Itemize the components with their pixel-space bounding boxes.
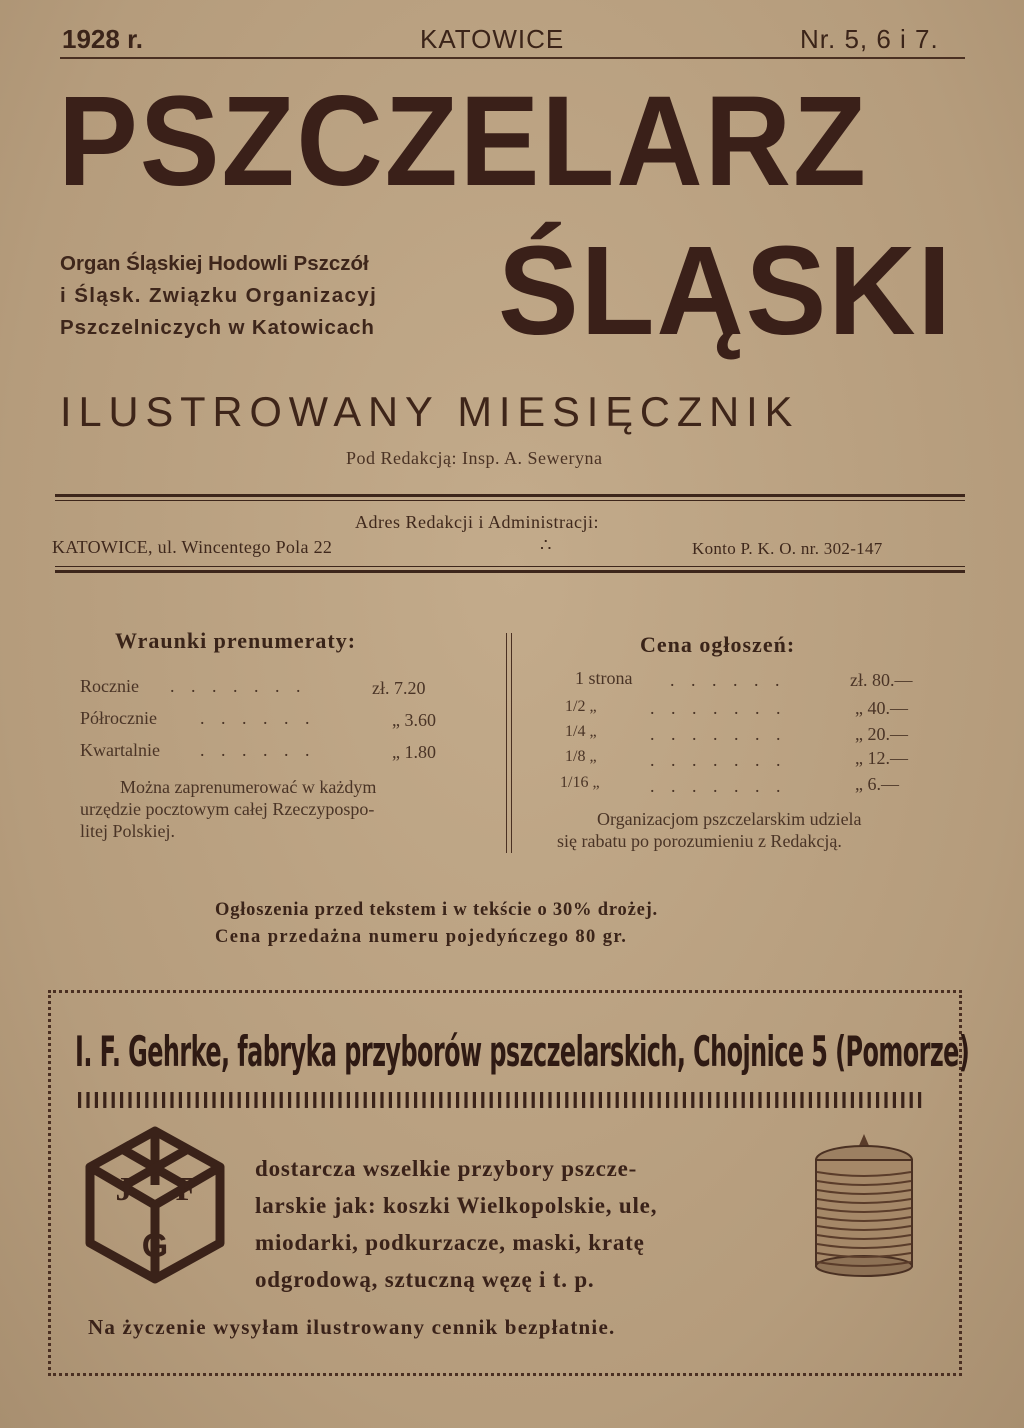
ad-price-row-price: „ 12.— (855, 748, 908, 768)
advert-body-line: larskie jak: koszki Wielkopolskie, ule, (255, 1193, 658, 1218)
rule-bar (238, 1092, 241, 1108)
advert-title-rule (78, 1092, 923, 1108)
rule-bar (280, 1092, 283, 1108)
rule-bar (532, 1092, 535, 1108)
column-separator (506, 633, 512, 853)
subscription-row-dots: . . . . . . . (170, 676, 307, 696)
rule-bar (742, 1092, 745, 1108)
issue-number: Nr. 5, 6 i 7. (800, 24, 939, 54)
ad-prices-heading: Cena ogłoszeń: (640, 632, 796, 657)
rule-bar (305, 1092, 308, 1108)
rule-bar (893, 1092, 896, 1108)
rule-bar (792, 1092, 795, 1108)
note-line: urzędzie pocztowym całej Rzeczypospo- (80, 799, 375, 819)
rule-bar (431, 1092, 434, 1108)
rule-bar (406, 1092, 409, 1108)
rule-bar (910, 1092, 913, 1108)
rule-bar (868, 1092, 871, 1108)
rule-bar (322, 1092, 325, 1108)
rule-bar (817, 1092, 820, 1108)
ad-price-row-label: 1/2 „ (565, 698, 597, 715)
editor-line: Pod Redakcją: Insp. A. Seweryna (346, 448, 603, 468)
rule-bar (582, 1092, 585, 1108)
rule-bar (112, 1092, 115, 1108)
rule-bar (918, 1092, 921, 1108)
rule-bar (187, 1092, 190, 1108)
rule-bar (246, 1092, 249, 1108)
masthead-subtitle: ILUSTROWANY MIESIĘCZNIK (60, 388, 800, 435)
rule-bar (758, 1092, 761, 1108)
rule-bar (137, 1092, 140, 1108)
rule-bar (641, 1092, 644, 1108)
rule-bar (658, 1092, 661, 1108)
subscription-row-price: zł. 7.20 (372, 678, 426, 698)
organ-line: i Śląsk. Związku Organizacyj (60, 284, 378, 307)
rule-bar (666, 1092, 669, 1108)
rule-bar (716, 1092, 719, 1108)
top-rule (60, 57, 965, 59)
rule-bar (448, 1092, 451, 1108)
advert-footer: Na życzenie wysyłam ilustrowany cennik bezpłatnie. (88, 1315, 616, 1339)
rule-bar (439, 1092, 442, 1108)
issue-year: 1928 r. (62, 24, 143, 54)
rule-bar (884, 1092, 887, 1108)
rule-bar (221, 1092, 224, 1108)
rule-bar (851, 1092, 854, 1108)
ad-price-row-dots: . . . . . . (670, 670, 786, 690)
rule-bar (557, 1092, 560, 1108)
subscription-row-dots: . . . . . . (200, 740, 316, 760)
rule-bar (313, 1092, 316, 1108)
rule-bar (422, 1092, 425, 1108)
issue-city: KATOWICE (420, 24, 565, 54)
masthead-title-line2: ŚLĄSKI (498, 220, 954, 361)
ad-price-row-label: 1 strona (575, 668, 633, 688)
ad-price-row-dots: . . . . . . . (650, 724, 787, 744)
rule-bar (565, 1092, 568, 1108)
note-line: Można zaprenumerować w każdym (120, 777, 377, 797)
address-heading: Adres Redakcji i Administracji: (355, 512, 599, 532)
rule-bar (616, 1092, 619, 1108)
gehrke-logo (84, 1125, 226, 1285)
advert-body-line: miodarki, podkurzacze, maski, kratę (255, 1230, 645, 1255)
rule-bar (288, 1092, 291, 1108)
rule-bar (229, 1092, 232, 1108)
notice-line-1: Ogłoszenia przed tekstem i w tekście o 30% drożej. (215, 900, 658, 920)
rule-bar (170, 1092, 173, 1108)
rule-bar (296, 1092, 299, 1108)
logo-letter: J (115, 1171, 133, 1208)
organ-line: Pszczelniczych w Katowicach (60, 316, 375, 339)
rule-bar (145, 1092, 148, 1108)
rule-bar (212, 1092, 215, 1108)
beehive-skep-icon (808, 1130, 920, 1280)
rule-bar (95, 1092, 98, 1108)
rule-bar (733, 1092, 736, 1108)
subscription-row-price: „ 3.60 (392, 710, 436, 730)
rule-bar (456, 1092, 459, 1108)
rule-bar (708, 1092, 711, 1108)
ad-price-row-price: „ 6.— (855, 774, 899, 794)
rule-bar (473, 1092, 476, 1108)
rule-bar (674, 1092, 677, 1108)
rule-bar (725, 1092, 728, 1108)
ad-price-row-price: zł. 80.— (850, 670, 913, 690)
address-street: KATOWICE, ul. Wincentego Pola 22 (52, 537, 333, 557)
rule-bar (775, 1092, 778, 1108)
subscription-heading: Wraunki prenumeraty: (115, 628, 357, 653)
masthead-title-line1: PSZCZELARZ (58, 70, 868, 213)
advert-body-line: dostarcza wszelkie przybory pszcze- (255, 1156, 638, 1181)
ad-price-row-dots: . . . . . . . (650, 750, 787, 770)
subscription-row-label: Półrocznie (80, 708, 157, 728)
rule-bar (750, 1092, 753, 1108)
rule-bar (548, 1092, 551, 1108)
rule-bar (338, 1092, 341, 1108)
rule-bar (700, 1092, 703, 1108)
rule-bar (78, 1092, 81, 1108)
rule-bar (481, 1092, 484, 1108)
rule-bar (683, 1092, 686, 1108)
bank-account: Konto P. K. O. nr. 302-147 (692, 539, 883, 558)
rule-bar (523, 1092, 526, 1108)
rule-bar (515, 1092, 518, 1108)
notice-line-2: Cena przedażna numeru pojedyńczego 80 gr. (215, 927, 628, 947)
rule-bar (632, 1092, 635, 1108)
ad-prices-note (557, 808, 862, 852)
rule-bar (103, 1092, 106, 1108)
rule-bar (162, 1092, 165, 1108)
ad-price-row-label: 1/4 „ (565, 723, 597, 740)
rule-bar (490, 1092, 493, 1108)
rule-bar (120, 1092, 123, 1108)
rule-bar (86, 1092, 89, 1108)
rule-bar (372, 1092, 375, 1108)
note-line: Organizacjom pszczelarskim udziela (597, 809, 862, 829)
rule-bar (364, 1092, 367, 1108)
rule-bar (859, 1092, 862, 1108)
rule-bar (179, 1092, 182, 1108)
rule-bar (254, 1092, 257, 1108)
rule-bar (624, 1092, 627, 1108)
rule-bar (196, 1092, 199, 1108)
logo-letter: F (175, 1171, 197, 1208)
note-line: się rabatu po porozumieniu z Redakcją. (557, 831, 842, 851)
rule-bar (784, 1092, 787, 1108)
rule-bar (649, 1092, 652, 1108)
address-separator: ∴ (540, 535, 552, 555)
organ-line: Organ Śląskiej Hodowli Pszczół (60, 252, 369, 275)
rule-bar (540, 1092, 543, 1108)
advert-body-line: odgrodową, sztuczną węzę i t. p. (255, 1267, 595, 1292)
rule-bar (355, 1092, 358, 1108)
rule-bar (347, 1092, 350, 1108)
rule-bar (691, 1092, 694, 1108)
subscription-note (80, 776, 376, 842)
rule-bar (464, 1092, 467, 1108)
address-rule-bottom (55, 566, 965, 573)
rule-bar (800, 1092, 803, 1108)
ad-price-row-label: 1/8 „ (565, 748, 597, 765)
address-rule-top (55, 494, 965, 501)
subscription-row-label: Kwartalnie (80, 740, 160, 760)
rule-bar (590, 1092, 593, 1108)
ad-price-row-price: „ 20.— (855, 724, 908, 744)
rule-bar (901, 1092, 904, 1108)
ad-price-row-price: „ 40.— (855, 698, 908, 718)
rule-bar (826, 1092, 829, 1108)
rule-bar (414, 1092, 417, 1108)
rule-bar (271, 1092, 274, 1108)
rule-bar (204, 1092, 207, 1108)
rule-bar (154, 1092, 157, 1108)
rule-bar (809, 1092, 812, 1108)
rule-bar (842, 1092, 845, 1108)
rule-bar (834, 1092, 837, 1108)
ad-price-row-label: 1/16 „ (560, 774, 600, 791)
rule-bar (128, 1092, 131, 1108)
rule-bar (574, 1092, 577, 1108)
organ-description (60, 248, 377, 344)
subscription-row-label: Rocznie (80, 676, 139, 696)
rule-bar (389, 1092, 392, 1108)
ad-price-row-dots: . . . . . . . (650, 776, 787, 796)
rule-bar (380, 1092, 383, 1108)
advert-title: I. F. Gehrke, fabryka przyborów pszczelarskich, Chojnice 5 (Pomorze) (75, 1027, 970, 1076)
advert-body (255, 1150, 657, 1298)
rule-bar (767, 1092, 770, 1108)
rule-bar (599, 1092, 602, 1108)
note-line: litej Polskiej. (80, 821, 176, 841)
rule-bar (506, 1092, 509, 1108)
rule-bar (876, 1092, 879, 1108)
logo-letter: G (141, 1227, 169, 1265)
ad-price-row-dots: . . . . . . . (650, 698, 787, 718)
rule-bar (330, 1092, 333, 1108)
rule-bar (607, 1092, 610, 1108)
rule-bar (397, 1092, 400, 1108)
subscription-row-price: „ 1.80 (392, 742, 436, 762)
rule-bar (263, 1092, 266, 1108)
subscription-row-dots: . . . . . . (200, 708, 316, 728)
rule-bar (498, 1092, 501, 1108)
